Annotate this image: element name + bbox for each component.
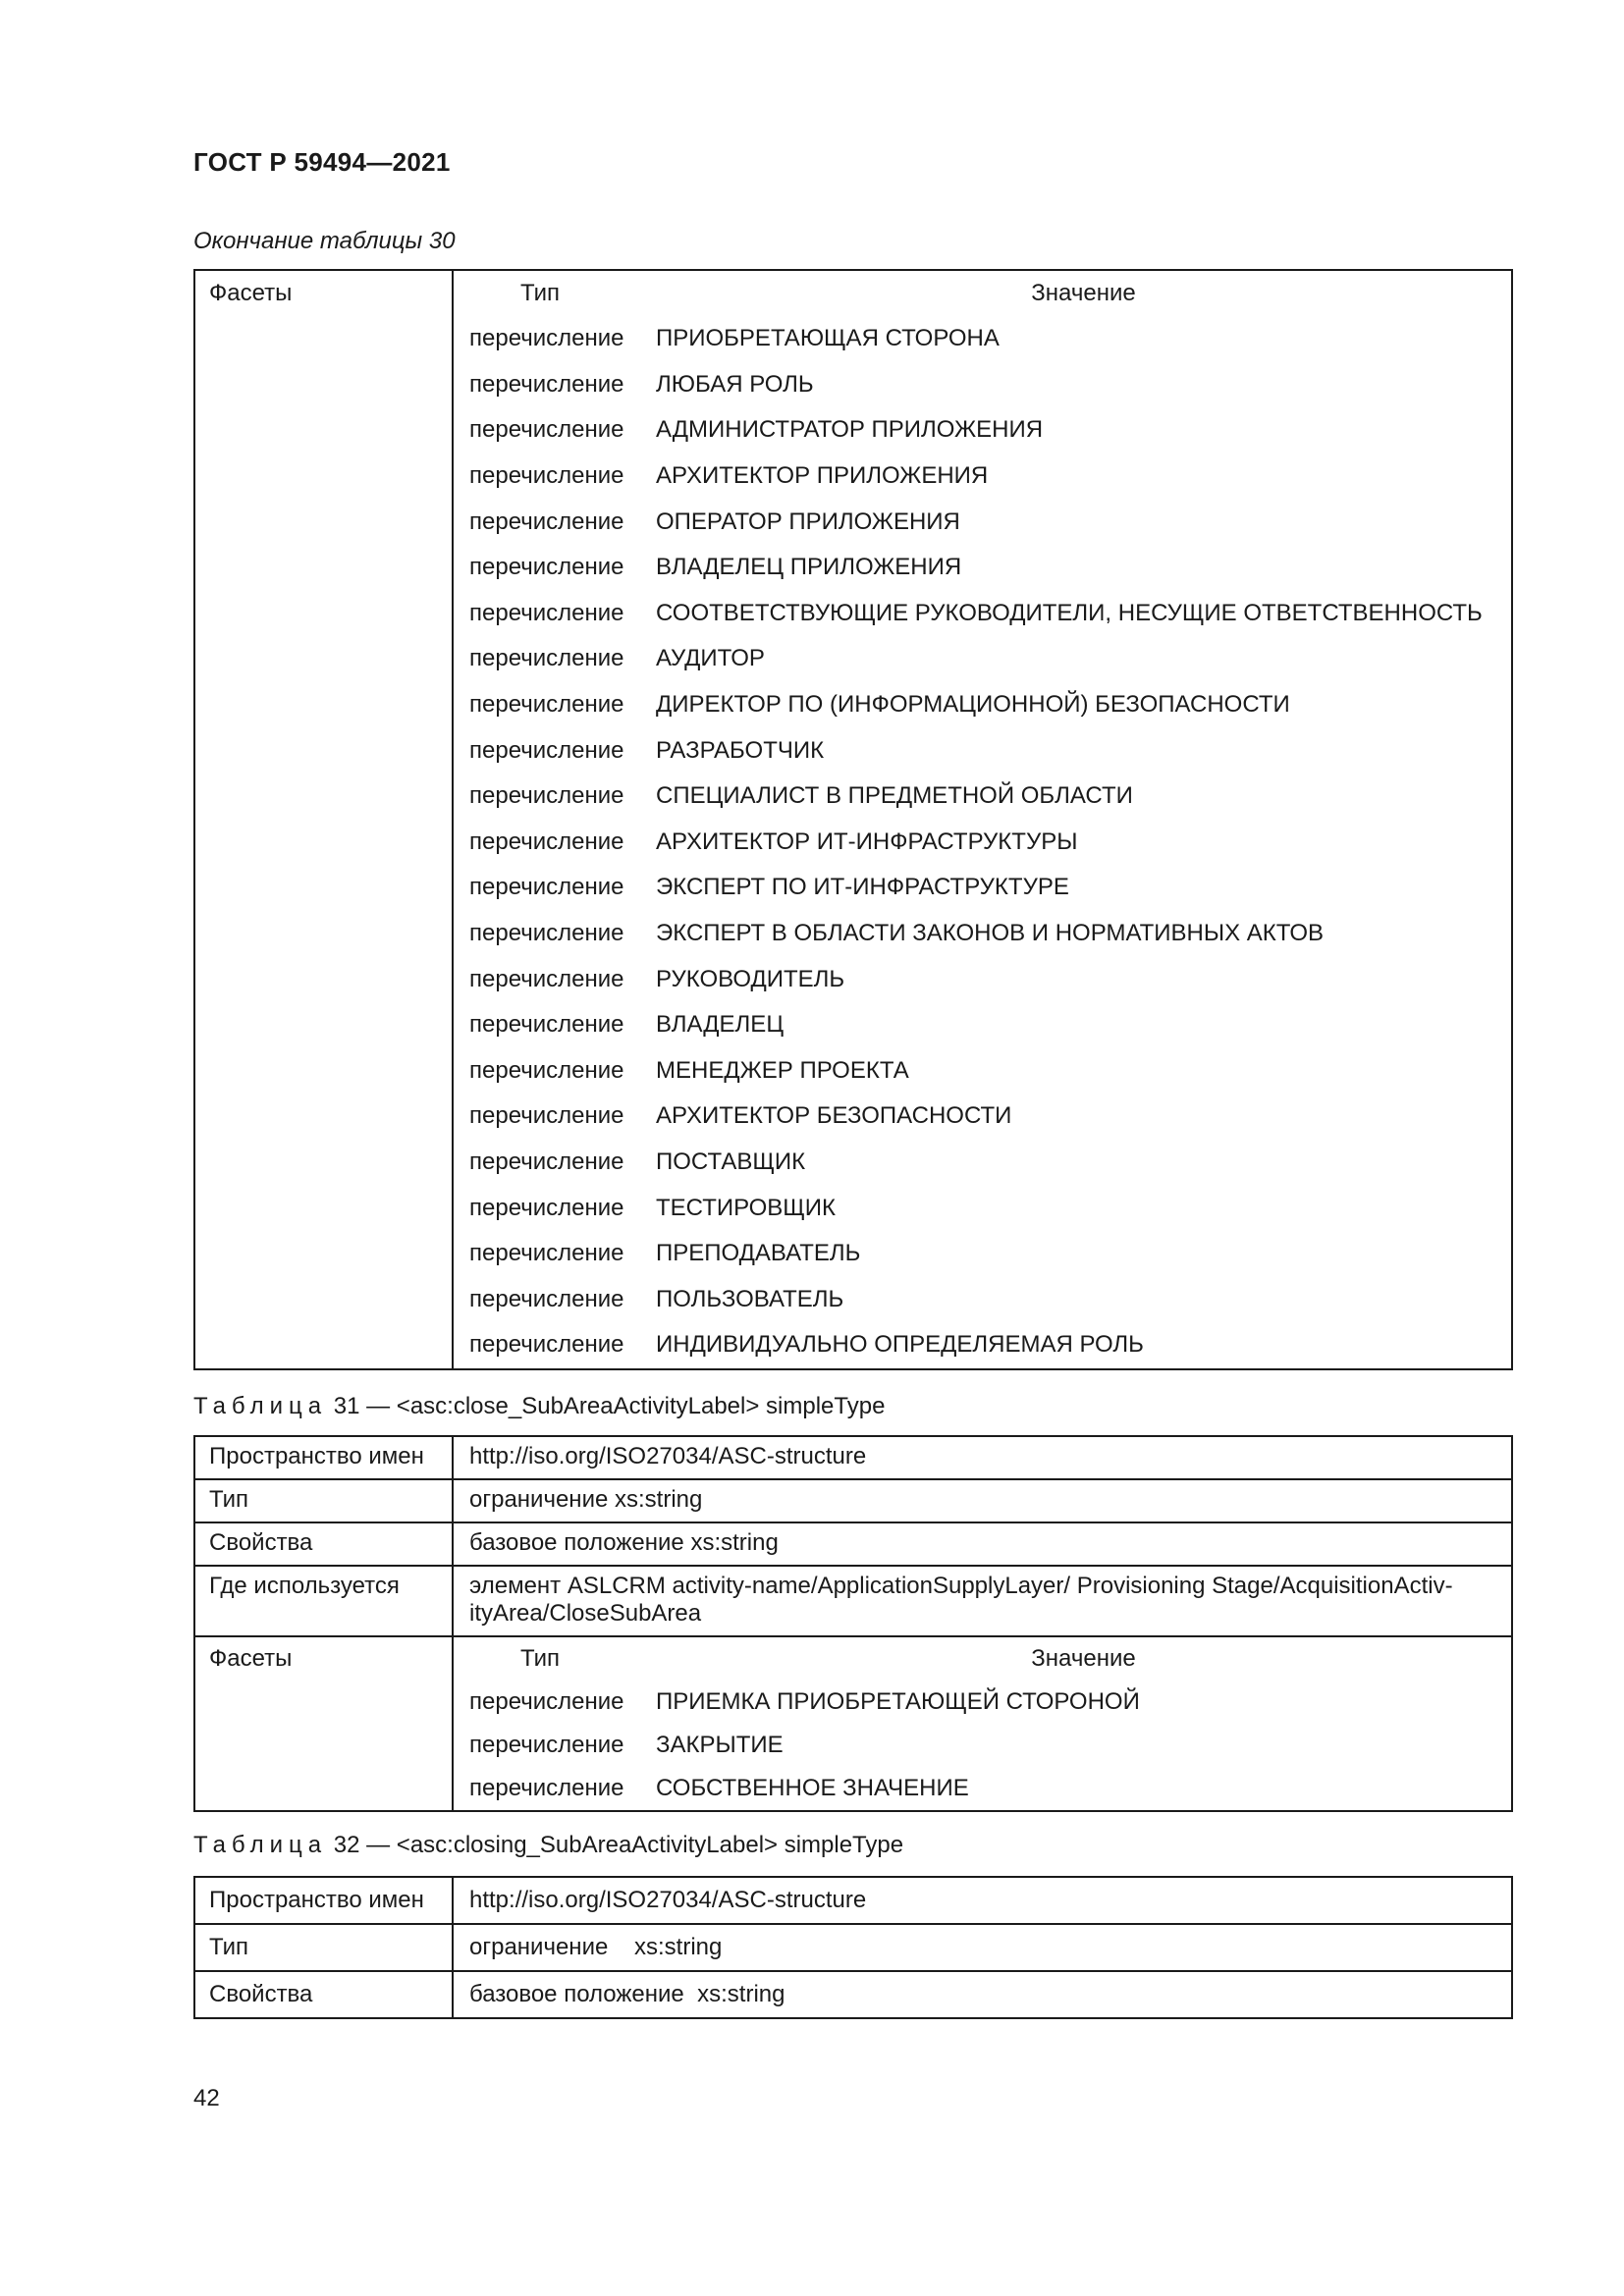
- table32-caption-rest: 32 — <asc:closing_SubAreaActivityLabel> simpleType: [327, 1832, 904, 1858]
- enum-row: [454, 1231, 1511, 1277]
- table32-props-value: базовое положение xs:string: [453, 1971, 1512, 2018]
- enum-row: [454, 1094, 1511, 1140]
- enum-value: ВЛАДЕЛЕЦ ПРИЛОЖЕНИЯ: [656, 554, 962, 581]
- enum-type: перечисление: [469, 1194, 624, 1221]
- enum-row: [454, 956, 1511, 1002]
- enum-value: АДМИНИСТРАТОР ПРИЛОЖЕНИЯ: [656, 416, 1044, 444]
- enum-type: перечисление: [469, 645, 624, 672]
- enum-value: ПРИЕМКА ПРИОБРЕТАЮЩЕЙ СТОРОНОЙ: [656, 1688, 1140, 1715]
- enum-row: [454, 820, 1511, 866]
- enum-value: СОБСТВЕННОЕ ЗНАЧЕНИЕ: [656, 1775, 969, 1801]
- enum-type: перечисление: [469, 1011, 624, 1039]
- enum-row: [454, 1002, 1511, 1048]
- table30-facets-cell: [194, 270, 453, 1369]
- enum-type: перечисление: [469, 1775, 624, 1801]
- table-32: [193, 1876, 1513, 2019]
- enum-row: [454, 545, 1511, 591]
- enum-row: [454, 774, 1511, 820]
- table32-namespace-value: http://iso.org/ISO27034/ASC-structure: [453, 1877, 1512, 1924]
- enum-row: [454, 499, 1511, 545]
- enum-type: перечисление: [469, 1688, 624, 1715]
- enum-value: ИНДИВИДУАЛЬНО ОПРЕДЕЛЯЕМАЯ РОЛЬ: [656, 1331, 1144, 1359]
- enum-row: [454, 591, 1511, 637]
- table31-rows: [454, 1681, 1511, 1810]
- enum-row: [454, 1681, 1511, 1724]
- enum-type: перечисление: [469, 920, 624, 947]
- table32-type-label: Тип: [194, 1924, 453, 1971]
- enum-type: перечисление: [469, 1056, 624, 1084]
- enum-value: ЭКСПЕРТ ПО ИТ-ИНФРАСТРУКТУРЕ: [656, 874, 1069, 901]
- table32-row-props: [194, 1971, 1512, 2018]
- page-number: 42: [193, 2085, 220, 2111]
- table31-props-label: Свойства: [194, 1522, 453, 1566]
- enum-type: перечисление: [469, 874, 624, 901]
- enum-value: ДИРЕКТОР ПО (ИНФОРМАЦИОННОЙ) БЕЗОПАСНОСТИ: [656, 691, 1290, 719]
- enum-row: [454, 727, 1511, 774]
- enum-type: перечисление: [469, 325, 624, 352]
- table31-caption-rest: 31 — <asc:close_SubAreaActivityLabel> simpleType: [327, 1393, 886, 1419]
- table31-facets-header: [454, 1637, 1511, 1681]
- enum-type: перечисление: [469, 1732, 624, 1758]
- table31-used-value-line2: ityArea/CloseSubArea: [469, 1600, 702, 1627]
- enum-value: ЛЮБАЯ РОЛЬ: [656, 370, 814, 398]
- table31-row-namespace: [194, 1436, 1512, 1479]
- enum-type: перечисление: [469, 599, 624, 626]
- enum-row: [454, 316, 1511, 362]
- enum-row: [454, 636, 1511, 682]
- enum-row: [454, 1185, 1511, 1231]
- enum-value: СПЕЦИАЛИСТ В ПРЕДМЕТНОЙ ОБЛАСТИ: [656, 782, 1133, 810]
- enum-value: РУКОВОДИТЕЛЬ: [656, 965, 845, 992]
- enum-value: ВЛАДЕЛЕЦ: [656, 1011, 785, 1039]
- table31-caption-word: Таблица: [193, 1393, 328, 1419]
- enum-value: ПОЛЬЗОВАТЕЛЬ: [656, 1285, 844, 1312]
- enum-type: перечисление: [469, 1102, 624, 1130]
- table31-facets-label: Фасеты: [209, 1645, 293, 1672]
- enum-type: перечисление: [469, 1285, 624, 1312]
- enum-value: МЕНЕДЖЕР ПРОЕКТА: [656, 1056, 909, 1084]
- table30-facets-content: [453, 270, 1512, 1369]
- enum-type: перечисление: [469, 462, 624, 490]
- table31-used-label: Где используется: [194, 1566, 453, 1636]
- table31-col-value: Значение: [1031, 1645, 1136, 1672]
- enum-type: перечисление: [469, 416, 624, 444]
- enum-value: ЗАКРЫТИЕ: [656, 1732, 784, 1758]
- table32-props-label: Свойства: [194, 1971, 453, 2018]
- enum-value: ПРЕПОДАВАТЕЛЬ: [656, 1240, 861, 1267]
- enum-type: перечисление: [469, 736, 624, 764]
- enum-row: [454, 682, 1511, 728]
- enum-value: АРХИТЕКТОР ИТ-ИНФРАСТРУКТУРЫ: [656, 828, 1078, 855]
- table30-continuation-caption: Окончание таблицы 30: [193, 228, 456, 254]
- enum-row: [454, 454, 1511, 500]
- table31-used-value-line1: элемент ASLCRM activity-name/ApplicationSupplyLayer/ Provisioning Stage/AcquisitionActiv-: [469, 1573, 1453, 1599]
- table30-facets-label: Фасеты: [209, 280, 293, 306]
- enum-value: АУДИТОР: [656, 645, 765, 672]
- enum-row: [454, 407, 1511, 454]
- enum-value: АРХИТЕКТОР БЕЗОПАСНОСТИ: [656, 1102, 1012, 1130]
- enum-row: [454, 911, 1511, 957]
- table31-row-type: [194, 1479, 1512, 1522]
- enum-type: перечисление: [469, 507, 624, 535]
- table31-row-used: [194, 1566, 1512, 1636]
- enum-value: ОПЕРАТОР ПРИЛОЖЕНИЯ: [656, 507, 960, 535]
- table31-namespace-label: Пространство имен: [194, 1436, 453, 1479]
- table30-rows: [454, 316, 1511, 1368]
- enum-value: ЭКСПЕРТ В ОБЛАСТИ ЗАКОНОВ И НОРМАТИВНЫХ АКТОВ: [656, 920, 1325, 947]
- enum-type: перечисление: [469, 370, 624, 398]
- table32-caption-word: Таблица: [193, 1832, 328, 1858]
- table32-namespace-label: Пространство имен: [194, 1877, 453, 1924]
- enum-row: [454, 1140, 1511, 1186]
- enum-value: СООТВЕТСТВУЮЩИЕ РУКОВОДИТЕЛИ, НЕСУЩИЕ ОТВЕТСТВЕННОСТЬ: [656, 599, 1483, 626]
- enum-type: перечисление: [469, 965, 624, 992]
- table30-col-type: Тип: [520, 280, 561, 306]
- table31-col-type: Тип: [520, 1645, 561, 1672]
- table31-type-label: Тип: [194, 1479, 453, 1522]
- table32-type-value: ограничение xs:string: [453, 1924, 1512, 1971]
- table31-facets-content: [453, 1636, 1512, 1811]
- enum-row: [454, 1276, 1511, 1322]
- enum-type: перечисление: [469, 828, 624, 855]
- enum-value: ПОСТАВЩИК: [656, 1148, 806, 1175]
- enum-value: АРХИТЕКТОР ПРИЛОЖЕНИЯ: [656, 462, 989, 490]
- enum-type: перечисление: [469, 1331, 624, 1359]
- enum-row: [454, 1048, 1511, 1095]
- enum-type: перечисление: [469, 691, 624, 719]
- table32-row-type: [194, 1924, 1512, 1971]
- enum-row: [454, 1767, 1511, 1810]
- document-header: ГОСТ Р 59494—2021: [193, 147, 451, 177]
- enum-type: перечисление: [469, 1148, 624, 1175]
- table31-namespace-value: http://iso.org/ISO27034/ASC-structure: [453, 1436, 1512, 1479]
- enum-row: [454, 1724, 1511, 1767]
- enum-value: ТЕСТИРОВЩИК: [656, 1194, 836, 1221]
- enum-type: перечисление: [469, 782, 624, 810]
- table30-col-value: Значение: [1031, 280, 1136, 306]
- table31-row-props: [194, 1522, 1512, 1566]
- table-31: [193, 1435, 1513, 1812]
- table32-row-namespace: [194, 1877, 1512, 1924]
- enum-type: перечисление: [469, 1240, 624, 1267]
- table31-facets-cell: [194, 1636, 453, 1811]
- enum-value: ПРИОБРЕТАЮЩАЯ СТОРОНА: [656, 325, 1000, 352]
- enum-row: [454, 1322, 1511, 1368]
- table-30: [193, 269, 1513, 1370]
- table31-props-value: базовое положение xs:string: [453, 1522, 1512, 1566]
- enum-type: перечисление: [469, 554, 624, 581]
- table31-caption: [193, 1393, 885, 1420]
- enum-value: РАЗРАБОТЧИК: [656, 736, 825, 764]
- enum-row: [454, 865, 1511, 911]
- table31-type-value: ограничение xs:string: [453, 1479, 1512, 1522]
- enum-row: [454, 362, 1511, 408]
- table32-caption: [193, 1832, 903, 1859]
- table30-facets-header: [454, 271, 1511, 316]
- table31-used-value: [453, 1566, 1512, 1636]
